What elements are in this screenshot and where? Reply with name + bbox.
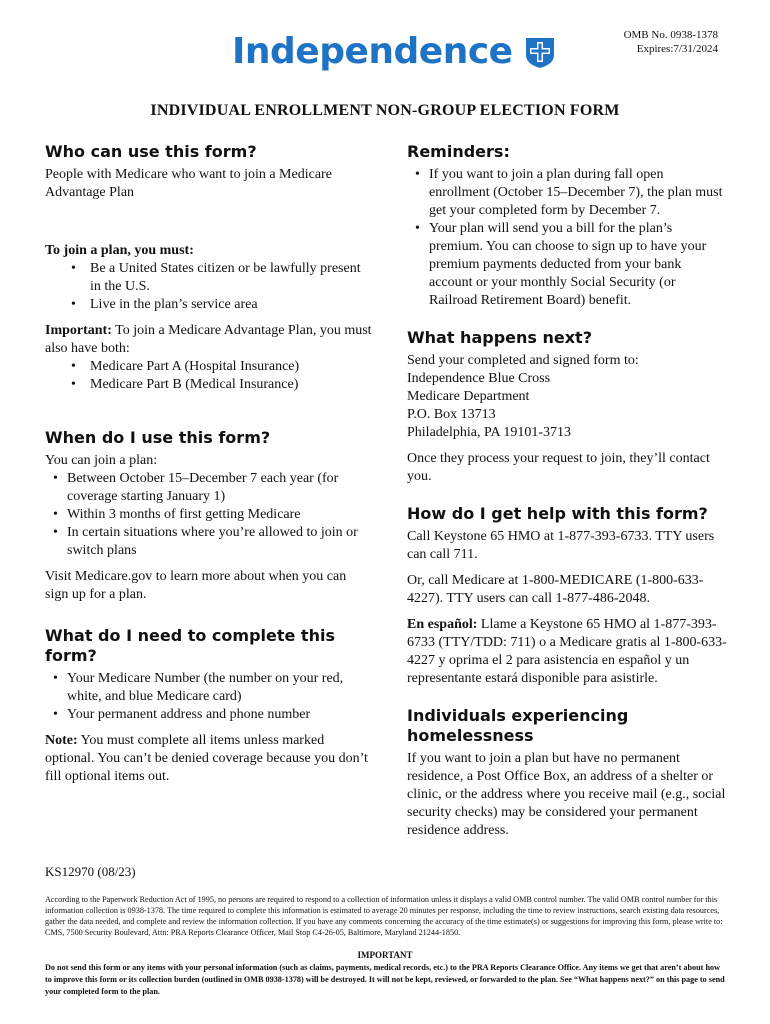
what-you-need-heading: What do I need to complete this form? bbox=[45, 626, 335, 665]
list-item: • Between October 15–December 7 each year (for coverage starting January 1) bbox=[45, 470, 373, 506]
call-keystone-text: Call Keystone 65 HMO at 1-877-393-6733. TTY users can call 711. bbox=[407, 529, 715, 562]
spanish-paragraph bbox=[407, 616, 727, 688]
address-line: Medicare Department bbox=[407, 389, 530, 404]
note-paragraph bbox=[45, 732, 373, 786]
independence-logo bbox=[232, 30, 557, 74]
get-help-heading: How do I get help with this form? bbox=[407, 504, 708, 523]
list-item: • Your permanent address and phone number bbox=[45, 706, 373, 724]
address-line: Philadelphia, PA 19101-3713 bbox=[407, 425, 571, 440]
paperwork-reduction-text: According to the Paperwork Reduction Act of 1995, no persons are required to respond to a collection of information unless it displays a valid OMB control number. The valid OMB control number for this information collection is 0938-1378. The time required to complete this information is estimated to average 20 minutes per response, including the time to review instructions, search existing data resources, gather the data needed, and complete and review the information collection. If you have any comments concerning the accuracy of the time estimate(s) or suggestions for improving this form, please write to: CMS, 7500 Security Boulevard, Attn: PRA Reports Clearance Officer, Mail Stop C4-26-05, Baltimore, Maryland 21244-1850. bbox=[45, 895, 723, 937]
important-notice-heading: IMPORTANT bbox=[357, 950, 413, 960]
join-requirements-label: To join a plan, you must: bbox=[45, 243, 194, 258]
visit-medicare-text: Visit Medicare.gov to learn more about when you can sign up for a plan. bbox=[45, 569, 347, 602]
important-paragraph bbox=[45, 322, 373, 358]
homelessness-text: If you want to join a plan but have no permanent residence, a Post Office Box, an address of a shelter or clinic, or the address where you receive mail (e.g., social security checks) may be considered your permanent residence address. bbox=[407, 751, 726, 838]
blue-cross-shield-icon bbox=[523, 35, 557, 69]
list-item: • In certain situations where you’re allowed to join or switch plans bbox=[45, 524, 373, 560]
call-medicare-text: Or, call Medicare at 1-800-MEDICARE (1-800-633-4227). TTY users can call 1-877-486-2048. bbox=[407, 573, 704, 606]
left-column bbox=[45, 142, 373, 786]
spanish-text: Llame a Keystone 65 HMO al 1-877-393-6733 (TTY/TDD: 711) o a Medicare gratis al 1-800-633-4227 y oprima el 2 para asistencia en español y un representante estará disponible para asistirle. bbox=[407, 617, 727, 686]
who-can-use-heading: Who can use this form? bbox=[45, 142, 257, 161]
brand-name: Independence bbox=[232, 31, 513, 72]
join-requirements-list bbox=[45, 260, 373, 314]
note-text: You must complete all items unless marked optional. You can’t be denied coverage because you don’t fill optional items out. bbox=[45, 733, 368, 784]
list-item: • Within 3 months of first getting Medicare bbox=[45, 506, 373, 524]
reminders-heading: Reminders: bbox=[407, 142, 510, 161]
form-title: INDIVIDUAL ENROLLMENT NON-GROUP ELECTION FORM bbox=[150, 102, 620, 119]
note-label: Note: bbox=[45, 733, 78, 748]
omb-expiration: Expires:7/31/2024 bbox=[636, 43, 718, 55]
list-item: • Medicare Part B (Medical Insurance) bbox=[45, 376, 373, 394]
what-happens-next-heading: What happens next? bbox=[407, 328, 592, 347]
list-item: • If you want to join a plan during fall open enrollment (October 15–December 7), the plan must get your completed form by December 7. bbox=[407, 166, 727, 220]
mailing-address bbox=[407, 370, 727, 442]
spanish-label: En español: bbox=[407, 617, 478, 632]
when-to-use-text: You can join a plan: bbox=[45, 453, 158, 468]
form-code: KS12970 (08/23) bbox=[45, 864, 136, 879]
send-form-text: Send your completed and signed form to: bbox=[407, 353, 639, 368]
omb-number: OMB No. 0938-1378 bbox=[623, 29, 718, 41]
when-to-use-heading: When do I use this form? bbox=[45, 428, 271, 447]
omb-info bbox=[624, 28, 718, 56]
list-item: • Your plan will send you a bill for the plan’s premium. You can choose to sign up to have your premium payments deducted from your bank account or your monthly Social Security (or Railroad Retirement Board) benefit. bbox=[407, 220, 727, 310]
right-column bbox=[407, 142, 727, 840]
list-item: • Medicare Part A (Hospital Insurance) bbox=[45, 358, 373, 376]
reminders-list bbox=[407, 166, 727, 310]
list-item: • Live in the plan’s service area bbox=[45, 296, 373, 314]
process-text: Once they process your request to join, they’ll contact you. bbox=[407, 451, 710, 484]
medicare-parts-list bbox=[45, 358, 373, 394]
address-line: P.O. Box 13713 bbox=[407, 407, 496, 422]
important-notice-text: Do not send this form or any items with your personal information (such as claims, payments, medical records, etc.) to the PRA Reports Clearance Office. Any items we get that aren’t about how to improve this form or its collection burden (outlined in OMB 0938-1378) will be destroyed. It will not be kept, reviewed, or forwarded to the plan. See “What happens next?” on this page to send your completed form to the plan. bbox=[45, 963, 725, 996]
what-you-need-list bbox=[45, 670, 373, 724]
important-text: To join a Medicare Advantage Plan, you must also have both: bbox=[45, 323, 372, 356]
when-to-use-list bbox=[45, 470, 373, 560]
list-item: • Be a United States citizen or be lawfully present in the U.S. bbox=[45, 260, 373, 296]
homelessness-heading: Individuals experiencing homelessness bbox=[407, 706, 629, 745]
important-label: Important: bbox=[45, 323, 112, 338]
list-item: • Your Medicare Number (the number on your red, white, and blue Medicare card) bbox=[45, 670, 373, 706]
who-can-use-text: People with Medicare who want to join a Medicare Advantage Plan bbox=[45, 167, 332, 200]
address-line: Independence Blue Cross bbox=[407, 371, 551, 386]
